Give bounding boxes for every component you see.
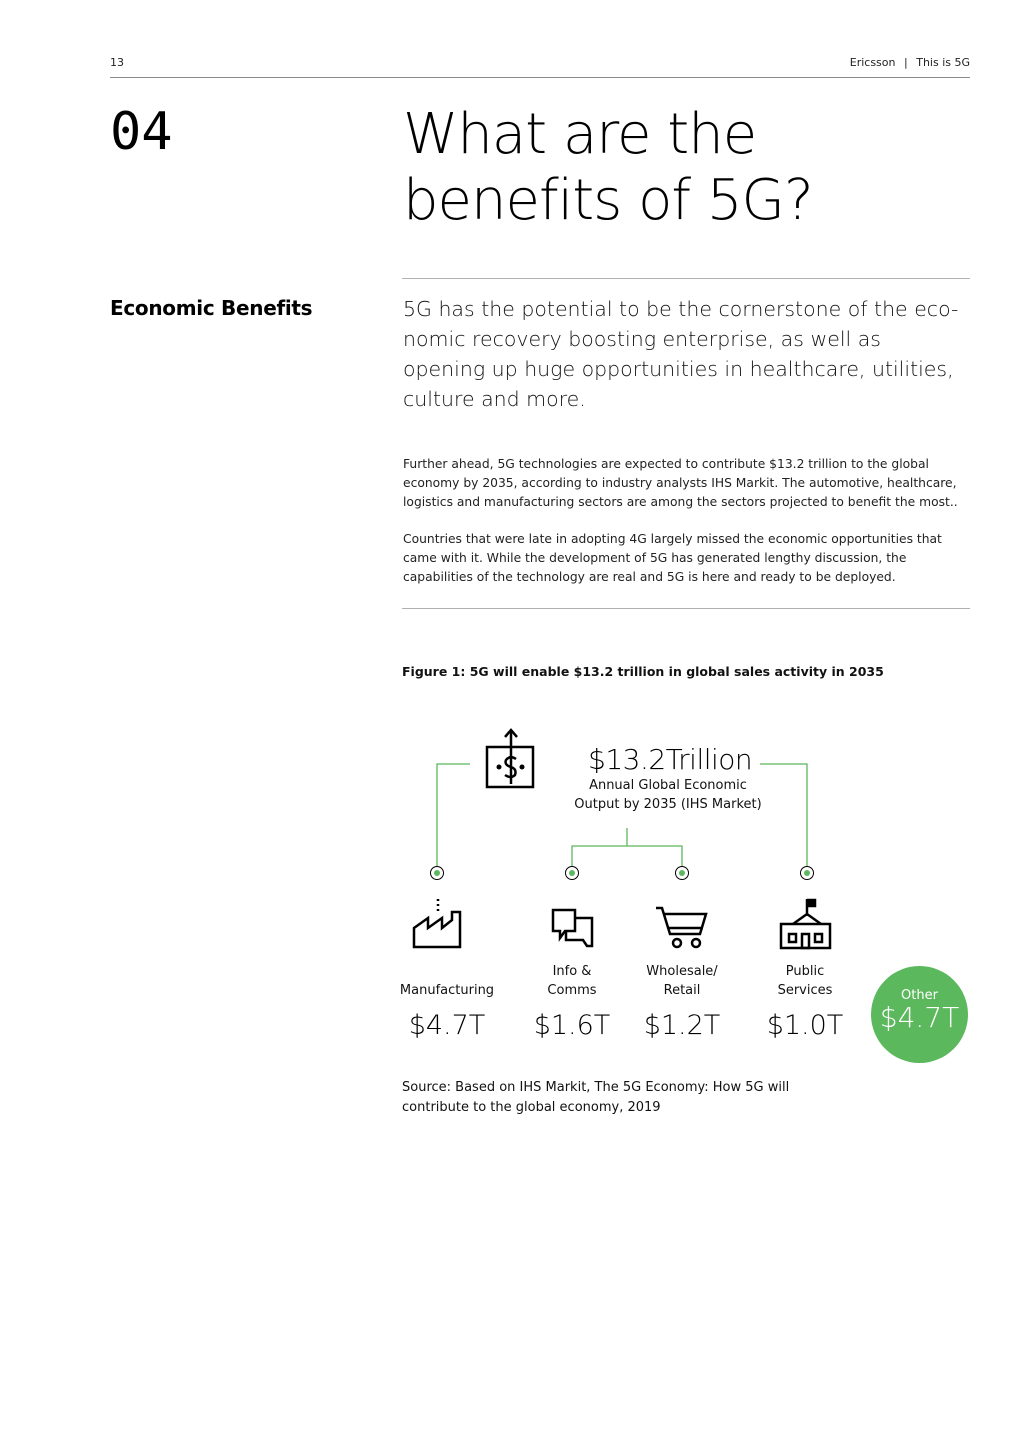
sector-value-public-services: $1.0T xyxy=(766,1010,844,1041)
sector-label-public-services xyxy=(745,962,865,1000)
shopping-cart-icon xyxy=(656,908,706,947)
sector-label-line-1 xyxy=(387,962,507,981)
header-separator: | xyxy=(904,56,908,69)
figure-caption: Figure 1: 5G will enable $13.2 trillion in global sales activity in 2035 xyxy=(402,664,884,679)
money-icon xyxy=(487,730,533,787)
sector-label-line-2: Manufacturing xyxy=(399,983,495,998)
sector-value-wholesale-retail: $1.2T xyxy=(643,1010,721,1041)
node-dot-public-services xyxy=(801,867,814,880)
total-description-line-2: Output by 2035 (IHS Market) xyxy=(574,797,762,812)
total-value: $13.2Trillion xyxy=(588,743,753,776)
sector-label-line-2: Retail xyxy=(663,983,701,998)
lead-paragraph: 5G has the potential to be the cornerstone of the eco-nomic recovery boosting enterprise, as well as opening up huge opportunities in healthcare, utilities, culture and more. xyxy=(403,297,959,411)
sector-label-line-2: Comms xyxy=(547,983,597,998)
node-dot-manufacturing xyxy=(431,867,444,880)
sector-value-info-comms: $1.6T xyxy=(533,1010,611,1041)
public-building-icon xyxy=(781,899,830,948)
node-dots xyxy=(431,867,814,880)
sector-label-wholesale-retail xyxy=(622,962,742,1000)
sector-value-manufacturing: $4.7T xyxy=(408,1010,486,1041)
document-title: This is 5G xyxy=(916,56,970,69)
page-title-line-1: What are the xyxy=(403,102,757,167)
section-heading: Economic Benefits xyxy=(110,296,313,320)
body-paragraph-2: Countries that were late in adopting 4G largely missed the economic opportunities that came with it. While the development of 5G has generated lengthy discussion, the capabilities of the technology are real and 5G is here and ready to be deployed. xyxy=(403,532,942,584)
sector-label-line-1: Public xyxy=(785,964,825,979)
factory-icon xyxy=(414,899,460,947)
other-value: $4.7T xyxy=(879,1001,960,1034)
other-badge xyxy=(871,966,968,1063)
page-number: 13 xyxy=(110,56,124,69)
body-paragraph-1: Further ahead, 5G technologies are expected to contribute $13.2 trillion to the global economy by 2035, according to industry analysts IHS Markit. The automotive, healthcare, logistics and manufacturing sectors are among the sectors projected to benefit the most.. xyxy=(403,457,958,509)
sector-label-info-comms xyxy=(512,962,632,1000)
sector-label-line-1: Info & xyxy=(552,964,592,979)
figure-source: Source: Based on IHS Markit, The 5G Economy: How 5G will contribute to the global economy, 2019 xyxy=(402,1080,790,1115)
node-dot-info-comms xyxy=(566,867,579,880)
total-description xyxy=(560,776,776,814)
chat-bubbles-icon xyxy=(553,910,592,946)
brand-name: Ericsson xyxy=(849,56,896,69)
other-label: Other xyxy=(901,988,938,1003)
chapter-number: 04 xyxy=(110,102,173,162)
sector-label-manufacturing xyxy=(387,962,507,1000)
page-title-line-2: benefits of 5G? xyxy=(403,168,813,233)
sector-label-line-2: Services xyxy=(777,983,833,998)
sector-label-line-1: Wholesale/ xyxy=(646,964,718,979)
total-description-line-1: Annual Global Economic xyxy=(589,778,747,793)
node-dot-wholesale-retail xyxy=(676,867,689,880)
